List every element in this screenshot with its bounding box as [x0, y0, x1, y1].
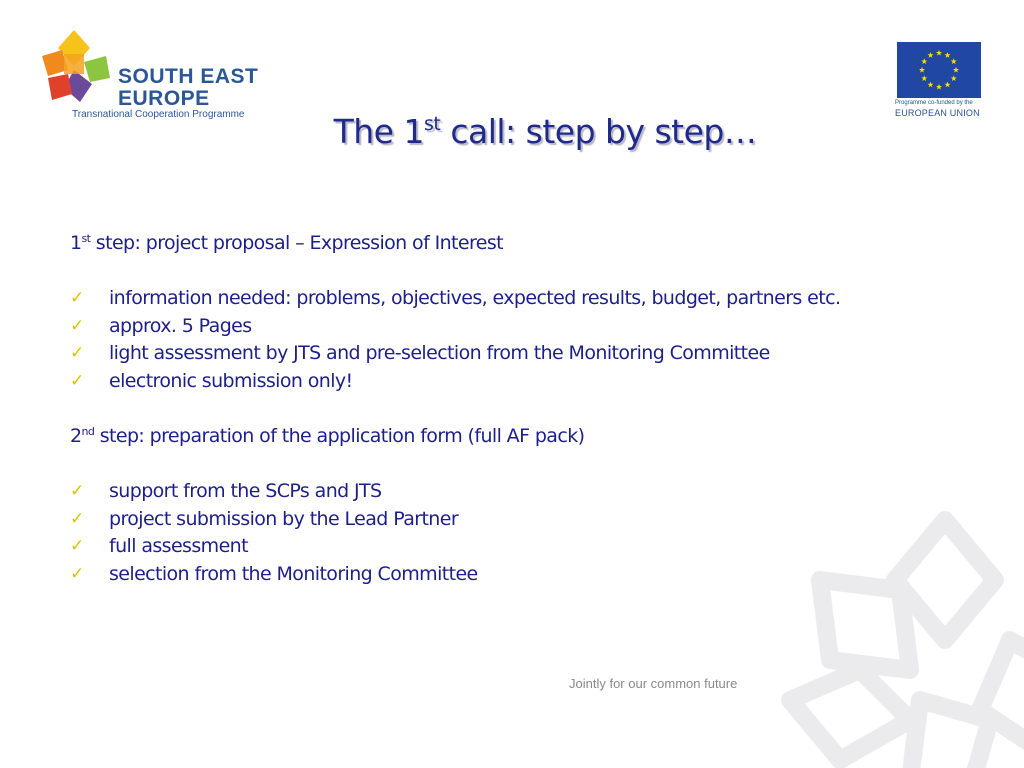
step2-heading [70, 423, 970, 450]
step2-text: step: preparation of the application form (full AF pack) [94, 425, 585, 447]
eu-logo [895, 42, 987, 122]
checkmark-icon: ✓ [70, 288, 84, 308]
list-item-text: project submission by the Lead Partner [109, 507, 459, 530]
title-sup: st [423, 113, 441, 135]
see-flower-icon [34, 28, 114, 108]
checkmark-icon: ✓ [70, 508, 84, 529]
footer-slogan: Jointly for our common future [569, 676, 738, 691]
list-item [70, 506, 970, 534]
step1-heading [70, 230, 970, 257]
eu-cofunded-text: Programme co-funded by the [895, 100, 973, 106]
step2-number: 2 [70, 425, 82, 447]
list-item [70, 533, 970, 561]
eu-flag-icon [897, 42, 981, 98]
step1-list [70, 285, 970, 395]
logo-text-line2: EUROPE [118, 87, 210, 110]
list-item-text: approx. 5 Pages [109, 314, 252, 337]
step1-sup: st [81, 232, 91, 245]
step1-number: 1 [70, 232, 82, 254]
title-suffix: call: step by step… [440, 112, 757, 151]
list-item [70, 368, 970, 396]
checkmark-icon: ✓ [70, 315, 84, 336]
logo-subtitle: Transnational Cooperation Programme [72, 109, 245, 120]
checkmark-icon: ✓ [70, 563, 84, 584]
slide-content [70, 230, 970, 588]
list-item-text: light assessment by JTS and pre-selection from the Monitoring Committee [109, 342, 770, 364]
checkmark-icon: ✓ [70, 481, 84, 501]
list-item-text: support from the SCPs and JTS [109, 480, 382, 502]
list-item [70, 561, 970, 589]
list-item [70, 285, 970, 313]
title-prefix: The 1 [333, 112, 424, 151]
list-item-text: electronic submission only! [109, 369, 353, 392]
list-item-text: information needed: problems, objectives, expected results, budget, partners etc. [109, 287, 841, 309]
step1-text: step: project proposal – Expression of Interest [90, 232, 504, 254]
list-item-text: full assessment [109, 535, 248, 557]
list-item [70, 478, 970, 506]
checkmark-icon: ✓ [70, 343, 84, 363]
list-item-text: selection from the Monitoring Committee [109, 562, 478, 585]
logo-text-line1: SOUTH EAST [118, 65, 259, 88]
eu-union-text: EUROPEAN UNION [895, 108, 980, 118]
step2-list [70, 478, 970, 588]
checkmark-icon: ✓ [70, 536, 84, 556]
slide-title [0, 112, 1024, 151]
list-item [70, 313, 970, 341]
checkmark-icon: ✓ [70, 370, 84, 391]
list-item [70, 340, 970, 368]
step2-sup: nd [81, 425, 95, 438]
